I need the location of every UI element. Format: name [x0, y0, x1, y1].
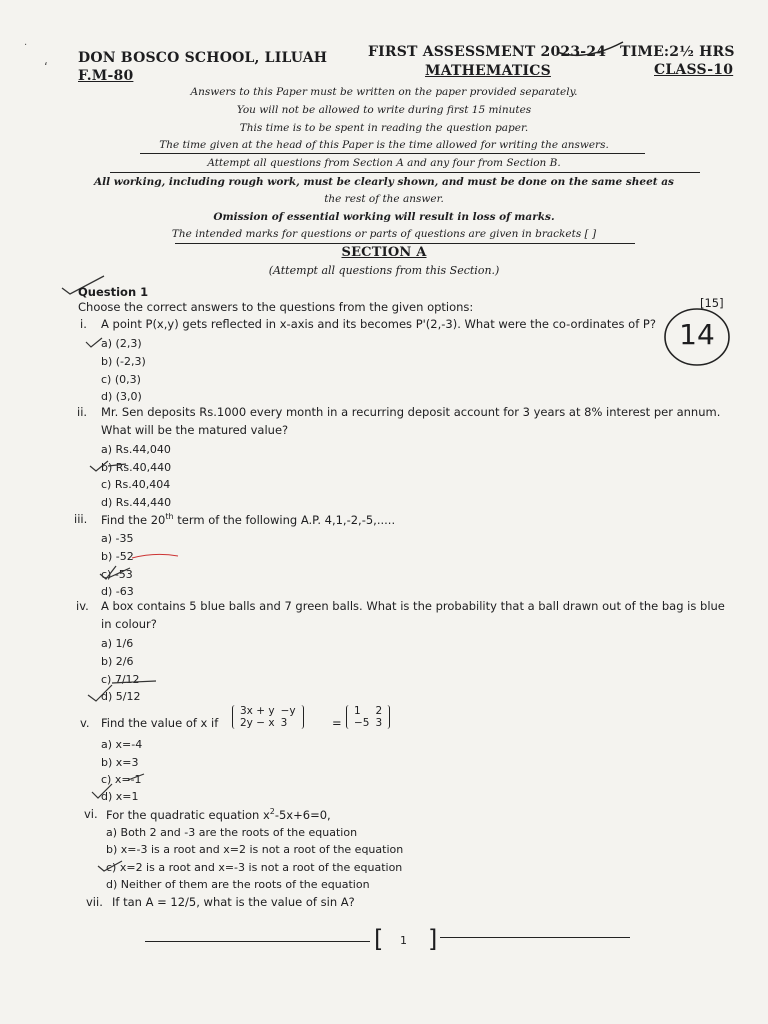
pen-stroke-header: [555, 38, 625, 60]
q1-option-d: d) (3,0): [101, 390, 142, 403]
q4-option-b: b) 2/6: [101, 655, 134, 668]
scan-speck: ‘: [44, 60, 48, 74]
matrix-cell: 2y − x: [240, 717, 275, 729]
q1-option-b: b) (-2,3): [101, 355, 146, 368]
q6-number: vi.: [84, 807, 98, 821]
q4-option-a: a) 1/6: [101, 637, 134, 650]
q3-number: iii.: [74, 512, 88, 526]
instruction-7: the rest of the answer.: [324, 193, 444, 205]
answer-tick: [88, 458, 128, 474]
matrix-cell: −5: [354, 717, 370, 729]
answer-tick: [96, 858, 126, 874]
answer-tick: [86, 675, 166, 703]
instruction-3: This time is to be spent in reading the question paper.: [239, 122, 529, 134]
q6-option-d: d) Neither of them are the roots of the equation: [106, 878, 370, 891]
matrix-cell: 2: [375, 705, 383, 717]
exam-title: FIRST ASSESSMENT 2023-24: [368, 44, 607, 60]
footer-rule-left: [145, 941, 370, 942]
q3-option-d: d) -63: [101, 585, 134, 598]
q4-number: iv.: [76, 599, 89, 613]
q4-option-d: d) 5/12: [101, 690, 141, 703]
instruction-2: You will not be allowed to write during first 15 minutes: [236, 104, 532, 116]
q3-text-part: Find the 20: [101, 512, 166, 527]
q4-text-line2: in colour?: [101, 617, 157, 631]
question-prompt: Choose the correct answers to the questions from the given options:: [78, 300, 474, 314]
matrix-cell: 1: [354, 705, 361, 717]
instruction-4: The time given at the head of this Paper is the time allowed for writing the answers.: [159, 139, 609, 151]
q5-option-a: a) x=-4: [101, 738, 143, 751]
q1-text: A point P(x,y) gets reflected in x-axis and its becomes P'(2,-3). What were the co-ordinates of P?: [101, 317, 656, 331]
q2-option-a: a) Rs.44,040: [101, 443, 171, 456]
q5-number: v.: [80, 716, 90, 730]
divider: [140, 153, 645, 154]
q3-option-b: b) -52: [101, 550, 134, 563]
q1-option-c: c) (0,3): [101, 373, 141, 386]
matrix-cell: 3: [375, 717, 383, 729]
section-title: SECTION A: [341, 245, 427, 260]
answer-tick: [84, 336, 104, 350]
divider: [175, 243, 635, 244]
q2-option-d: d) Rs.44,440: [101, 496, 172, 509]
q4-text-line1: A box contains 5 blue balls and 7 green balls. What is the probability that a ball drawn out of the bag is blue: [101, 599, 725, 613]
q6-text-part: -5x+6=0,: [274, 807, 331, 822]
question-marks: [15]: [700, 296, 724, 310]
matrix-cell: −y: [280, 705, 296, 717]
school-name: DON BOSCO SCHOOL, LILUAH: [78, 50, 328, 66]
instruction-8: Omission of essential working will result in loss of marks.: [213, 211, 555, 223]
q2-option-c: c) Rs.40,404: [101, 478, 171, 491]
answer-tick: [88, 770, 158, 800]
matrix-cell: 3: [280, 717, 288, 729]
q5-text: Find the value of x if: [101, 716, 219, 730]
footer-rule-right: [440, 937, 630, 938]
question-title: Question 1: [78, 285, 149, 299]
exam-time: TIME:2½ HRS: [620, 44, 735, 60]
q6-superscript: 2: [269, 807, 275, 816]
instruction-5: Attempt all questions from Section A and any four from Section B.: [207, 157, 561, 169]
q6-option-a: a) Both 2 and -3 are the roots of the equation: [106, 826, 358, 839]
instruction-6: All working, including rough work, must be clearly shown, and must be done on the same sheet as: [94, 176, 674, 188]
section-subtitle: (Attempt all questions from this Section.): [268, 264, 500, 277]
q3-option-a: a) -35: [101, 532, 134, 545]
instruction-9: The intended marks for questions or parts of questions are given in brackets [ ]: [171, 228, 597, 240]
pen-stroke: [130, 548, 180, 562]
class-label: CLASS-10: [654, 62, 734, 78]
subject-title: MATHEMATICS: [425, 63, 551, 79]
q7-number: vii.: [86, 895, 103, 909]
matrix-cell: 3x + y: [240, 705, 275, 717]
q5-equals: =: [332, 716, 342, 730]
q6-option-b: b) x=-3 is a root and x=2 is not a root of the equation: [106, 843, 404, 856]
q6-text: [106, 807, 331, 822]
q3-option-c: c) -53: [101, 568, 133, 581]
q2-number: ii.: [77, 405, 88, 419]
q1-number: i.: [80, 317, 87, 331]
q3-text: [101, 512, 395, 527]
q2-text-line1: Mr. Sen deposits Rs.1000 every month in a recurring deposit account for 3 years at 8% interest per annum.: [101, 405, 721, 419]
footer-bracket-right: ]: [428, 925, 438, 953]
q2-text-line2: What will be the matured value?: [101, 423, 289, 437]
q5-option-c: c) x=-1: [101, 773, 142, 786]
q6-option-c: c) x=2 is a root and x=-3 is not a root of the equation: [106, 861, 403, 874]
q5-option-d: d) x=1: [101, 790, 139, 803]
answer-tick: [98, 564, 132, 582]
score-value: 14: [679, 318, 715, 351]
q7-text: If tan A = 12/5, what is the value of sin A?: [112, 895, 355, 909]
instruction-1: Answers to this Paper must be written on the paper provided separately.: [190, 86, 578, 98]
page-number: 1: [400, 934, 407, 947]
full-marks: F.M-80: [78, 68, 134, 84]
q1-option-a: a) (2,3): [101, 337, 142, 350]
divider: [110, 172, 700, 173]
q6-text-part: For the quadratic equation x: [106, 807, 270, 822]
q3-superscript: th: [165, 512, 174, 521]
footer-bracket-left: [: [374, 925, 384, 953]
q5-matrix-right: [346, 705, 390, 729]
scan-speck: ·: [24, 40, 28, 51]
q5-matrix-left: [232, 705, 304, 729]
q4-option-c: c) 7/12: [101, 673, 140, 686]
q2-option-b: b) Rs.40,440: [101, 461, 172, 474]
q5-option-b: b) x=3: [101, 756, 139, 769]
q3-text-part: term of the following A.P. 4,1,-2,-5,.....: [173, 512, 396, 527]
